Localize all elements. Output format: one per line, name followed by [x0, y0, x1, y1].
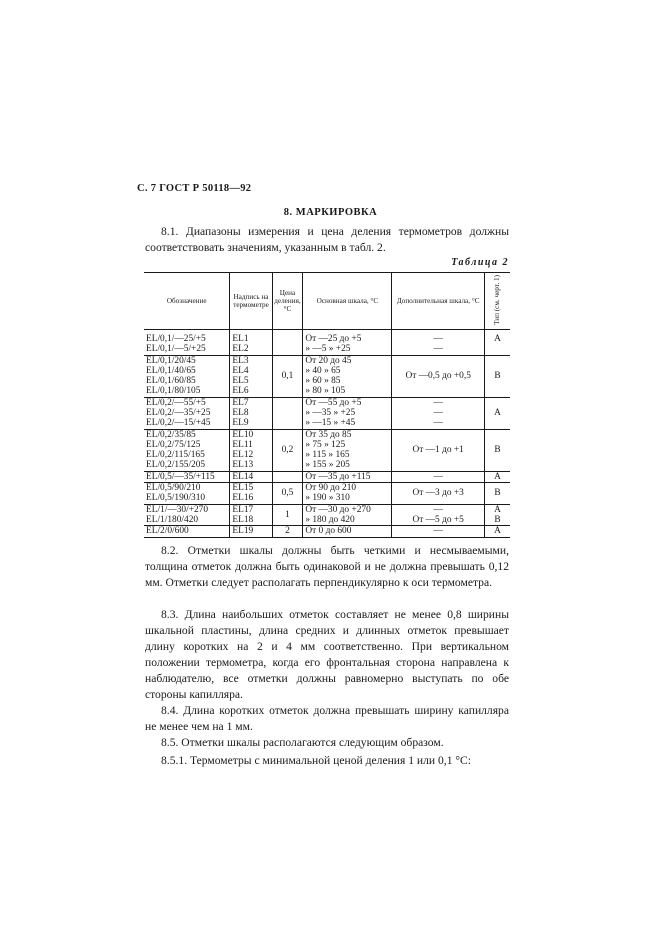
cell-marking: EL19: [230, 526, 272, 537]
cell-designation: EL/0,1/20/45 EL/0,1/40/65 EL/0,1/60/85 EL/0,1/80/105: [144, 355, 230, 397]
cell-division: 0,5: [272, 483, 303, 505]
cell-type: A: [484, 329, 510, 355]
cell-division: [272, 471, 303, 482]
section-title: 8. МАРКИРОВКА: [283, 207, 378, 218]
cell-designation: EL/0,2/—55/+5 EL/0,2/—35/+25 EL/0,2/—15/+45: [144, 397, 230, 429]
cell-main-scale: От —55 до +5 » —35 » +25 » —15 » +45: [303, 397, 392, 429]
cell-designation: EL/0,1/—25/+5 EL/0,1/—5/+25: [144, 329, 230, 355]
cell-marking: EL7 EL8 EL9: [230, 397, 272, 429]
cell-main-scale: От —35 до +115: [303, 471, 392, 482]
cell-division: [272, 397, 303, 429]
cell-extra-scale: — — —: [392, 397, 484, 429]
header-division: Цена деления, °С: [272, 273, 303, 330]
cell-main-scale: От 20 до 45 » 40 » 65 » 60 » 85 » 80 » 105: [303, 355, 392, 397]
cell-marking: EL10 EL11 EL12 EL13: [230, 429, 272, 471]
table-header-row: [144, 273, 510, 330]
cell-marking: EL17 EL18: [230, 504, 272, 526]
cell-type: B: [484, 429, 510, 471]
cell-type: A: [484, 526, 510, 537]
table-caption: Таблица 2: [451, 257, 509, 268]
cell-extra-scale: — —: [392, 329, 484, 355]
table-row: [144, 329, 510, 355]
cell-extra-scale: —: [392, 471, 484, 482]
cell-marking: EL3 EL4 EL5 EL6: [230, 355, 272, 397]
table-row: [144, 429, 510, 471]
cell-designation: EL/0,5/90/210 EL/0,5/190/310: [144, 483, 230, 505]
cell-type: B: [484, 483, 510, 505]
cell-designation: EL/0,5/—35/+115: [144, 471, 230, 482]
table-row: [144, 471, 510, 482]
cell-main-scale: От 0 до 600: [303, 526, 392, 537]
paragraph-8-5-1: 8.5.1. Термометры с минимальной ценой деления 1 или 0,1 °С:: [161, 754, 471, 767]
table-row: [144, 504, 510, 526]
cell-designation: EL/2/0/600: [144, 526, 230, 537]
cell-type: A: [484, 397, 510, 429]
cell-main-scale: От —25 до +5 » —5 » +25: [303, 329, 392, 355]
paragraph-8-3: 8.3. Длина наибольших отметок составляет не менее 0,8 ширины шкальной пластины, длина средних и длинных отметок превышает длину коротких на 2 и 4 мм соответственно. При вертикальном положении термометра, когда его фронтальная сторона направлена к наблюдателю, все отметки должны равномерно выступать по обе стороны капилляра.: [145, 608, 509, 701]
cell-division: 0,1: [272, 355, 303, 397]
paragraph-8-2: 8.2. Отметки шкалы должны быть четкими и несмываемыми, толщина отметок должна быть одинаковой и не должна превышать 0,12 мм. Отметки следует располагать перпендикулярно к оси термометра.: [145, 544, 509, 589]
paragraph-8-1: 8.1. Диапазоны измерения и цена деления термометров должны соответствовать значениям, указанным в табл. 2.: [145, 225, 509, 254]
cell-marking: EL1 EL2: [230, 329, 272, 355]
cell-extra-scale: —: [392, 526, 484, 537]
cell-main-scale: От 90 до 210 » 190 » 310: [303, 483, 392, 505]
header-type: Тип (см. черт. 1): [484, 273, 510, 330]
cell-main-scale: От —30 до +270 » 180 до 420: [303, 504, 392, 526]
cell-division: 1: [272, 504, 303, 526]
header-designation: Обозначение: [144, 273, 230, 330]
header-extra-scale: Дополнительная шкала, °С: [392, 273, 484, 330]
header-marking: Надпись на термометре: [230, 273, 272, 330]
cell-marking: EL14: [230, 471, 272, 482]
table-row: [144, 526, 510, 537]
table-row: [144, 355, 510, 397]
table-row: [144, 397, 510, 429]
header-main-scale: Основная шкала, °С: [303, 273, 392, 330]
paragraph-8-4: 8.4. Длина коротких отметок должна превышать ширину капилляра не менее чем на 1 мм.: [145, 704, 509, 733]
cell-type: A: [484, 471, 510, 482]
cell-designation: EL/0,2/35/85 EL/0,2/75/125 EL/0,2/115/165 EL/0,2/155/205: [144, 429, 230, 471]
cell-type: B: [484, 355, 510, 397]
cell-division: 0,2: [272, 429, 303, 471]
table-row: [144, 483, 510, 505]
paragraph-8-5: 8.5. Отметки шкалы располагаются следующим образом.: [161, 736, 444, 749]
cell-marking: EL15 EL16: [230, 483, 272, 505]
page-header: С. 7 ГОСТ Р 50118—92: [137, 183, 252, 194]
table-body: [144, 329, 510, 537]
cell-main-scale: От 35 до 85 » 75 » 125 » 115 » 165 » 155 » 205: [303, 429, 392, 471]
cell-extra-scale: — От —5 до +5: [392, 504, 484, 526]
cell-extra-scale: От —1 до +1: [392, 429, 484, 471]
cell-division: [272, 329, 303, 355]
cell-designation: EL/1/—30/+270 EL/1/180/420: [144, 504, 230, 526]
cell-type: A B: [484, 504, 510, 526]
cell-extra-scale: От —0,5 до +0,5: [392, 355, 484, 397]
cell-extra-scale: От —3 до +3: [392, 483, 484, 505]
spec-table: [144, 272, 510, 538]
cell-division: 2: [272, 526, 303, 537]
